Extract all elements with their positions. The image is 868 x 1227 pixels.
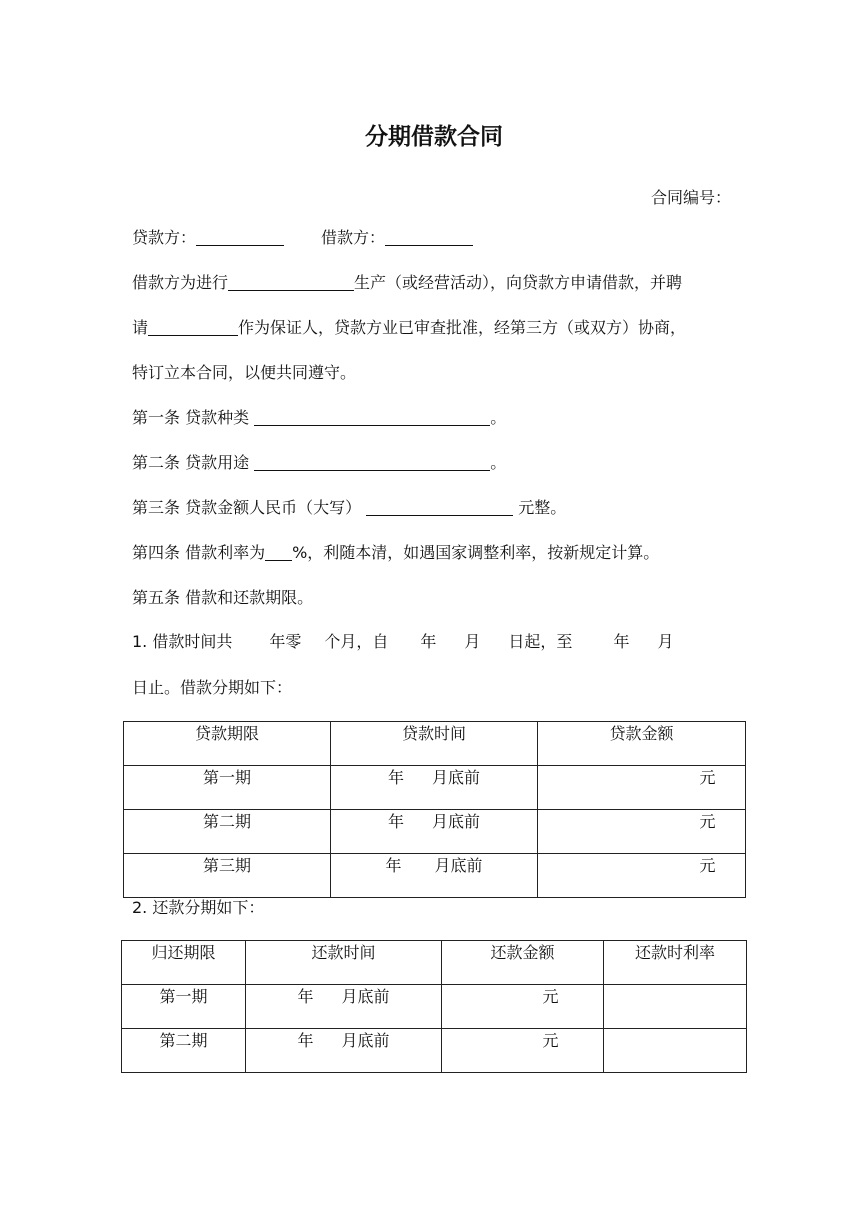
period-cell: 第一期 — [122, 985, 246, 1029]
period-cell: 第三期 — [124, 854, 331, 898]
amount-cell — [538, 766, 746, 810]
amount-unit: 元 — [542, 987, 559, 1006]
time-cell — [331, 854, 538, 898]
rate-cell — [604, 1029, 747, 1073]
item-1-text: 日起，至 — [508, 632, 573, 651]
article-4-text: %，利随本清，如遇国家调整利率，按新规定计算。 — [292, 543, 660, 562]
article-1-end: 。 — [490, 408, 507, 427]
article-3-end: 元整。 — [513, 498, 567, 517]
amount-unit: 元 — [542, 1031, 559, 1050]
document-title: 分期借款合同 — [365, 124, 503, 150]
loan-type-blank — [254, 409, 490, 426]
item-1-line-2: 日止。借款分期如下： — [132, 678, 293, 697]
time-cell — [246, 1029, 442, 1073]
contract-number-label: 合同编号： — [651, 188, 732, 207]
guarantor-blank — [148, 319, 238, 336]
loan-schedule-table — [123, 721, 746, 898]
header-cell: 贷款期限 — [124, 722, 331, 766]
period-cell: 第二期 — [122, 1029, 246, 1073]
period-cell: 第二期 — [124, 810, 331, 854]
article-1 — [132, 408, 506, 428]
intro-text: 生产（或经营活动），向贷款方申请借款，并聘 — [354, 273, 683, 292]
article-2-end: 。 — [490, 453, 507, 472]
item-1-text: 个月，自 — [324, 632, 389, 651]
lender-label: 贷款方： — [132, 228, 197, 247]
time-cell — [246, 985, 442, 1029]
loan-amount-blank — [366, 499, 513, 516]
amount-cell — [442, 985, 604, 1029]
time-cell — [331, 766, 538, 810]
year-label: 年 — [297, 1031, 314, 1050]
month-label: 月底前 — [432, 768, 481, 787]
interest-rate-blank — [265, 544, 292, 561]
table-row — [122, 1029, 747, 1073]
intro-line-2 — [132, 318, 686, 338]
article-1-label: 第一条 贷款种类 — [132, 408, 255, 427]
item-1-text: 月 — [657, 632, 674, 651]
item-2: 2. 还款分期如下： — [132, 898, 265, 917]
month-label: 月底前 — [341, 987, 390, 1006]
amount-unit: 元 — [699, 856, 716, 875]
month-label: 月底前 — [434, 856, 483, 875]
table-row — [124, 810, 746, 854]
month-label: 月底前 — [341, 1031, 390, 1050]
article-3 — [132, 498, 566, 518]
item-1-line-1 — [132, 632, 673, 652]
item-1-text: 1. 借款时间共 — [132, 632, 233, 651]
header-cell: 还款时间 — [246, 941, 442, 985]
header-cell: 贷款金额 — [538, 722, 746, 766]
rate-cell — [604, 985, 747, 1029]
intro-text: 请 — [132, 318, 149, 337]
article-4 — [132, 543, 659, 563]
amount-cell — [538, 810, 746, 854]
amount-cell — [442, 1029, 604, 1073]
parties-line — [132, 228, 473, 248]
item-1-text: 年 — [420, 632, 437, 651]
article-3-label: 第三条 贷款金额人民币（大写） — [132, 498, 367, 517]
table-header-row — [122, 941, 747, 985]
article-2-label: 第二条 贷款用途 — [132, 453, 255, 472]
header-cell: 贷款时间 — [331, 722, 538, 766]
table-row — [124, 766, 746, 810]
amount-unit: 元 — [699, 812, 716, 831]
intro-text: 作为保证人，贷款方业已审查批准，经第三方（或双方）协商， — [238, 318, 687, 337]
item-1-text: 月 — [464, 632, 481, 651]
article-4-text: 第四条 借款利率为 — [132, 543, 266, 562]
period-cell: 第一期 — [124, 766, 331, 810]
year-label: 年 — [385, 856, 402, 875]
item-1-text: 年 — [613, 632, 630, 651]
amount-unit: 元 — [699, 768, 716, 787]
month-label: 月底前 — [432, 812, 481, 831]
table-row — [122, 985, 747, 1029]
repayment-schedule-table — [121, 940, 747, 1073]
production-blank — [228, 274, 354, 291]
table-row — [124, 854, 746, 898]
year-label: 年 — [387, 768, 404, 787]
header-cell: 归还期限 — [122, 941, 246, 985]
year-label: 年 — [387, 812, 404, 831]
article-2 — [132, 453, 506, 473]
amount-cell — [538, 854, 746, 898]
time-cell — [331, 810, 538, 854]
article-5: 第五条 借款和还款期限。 — [132, 588, 314, 607]
year-label: 年 — [297, 987, 314, 1006]
intro-line-3: 特订立本合同，以便共同遵守。 — [132, 363, 357, 382]
borrower-blank — [385, 229, 473, 246]
intro-text: 借款方为进行 — [132, 273, 229, 292]
intro-line-1 — [132, 273, 682, 293]
borrower-label: 借款方： — [321, 228, 386, 247]
header-cell: 还款金额 — [442, 941, 604, 985]
table-header-row — [124, 722, 746, 766]
lender-blank — [196, 229, 284, 246]
header-cell: 还款时利率 — [604, 941, 747, 985]
loan-purpose-blank — [254, 454, 490, 471]
item-1-text: 年零 — [269, 632, 302, 651]
